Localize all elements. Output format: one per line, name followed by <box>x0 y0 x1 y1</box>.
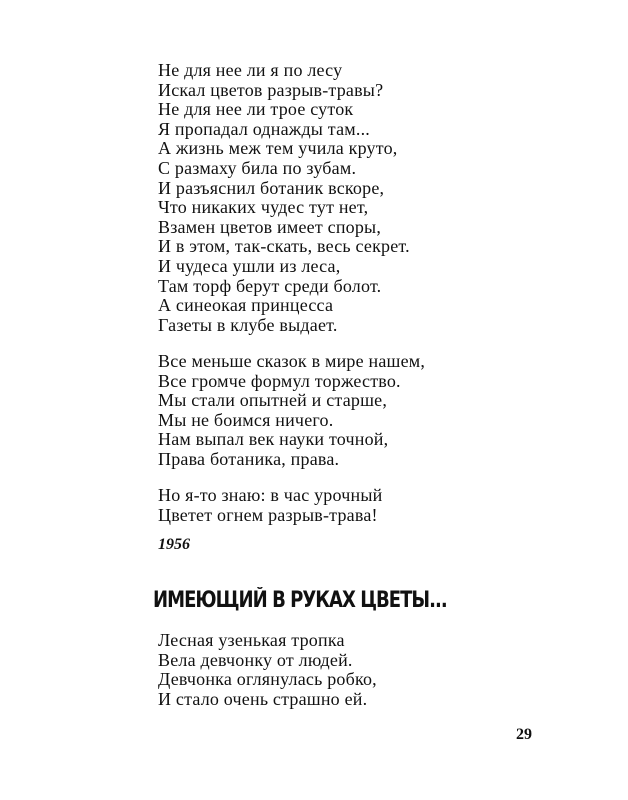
poem-line: Взамен цветов имеет споры, <box>158 216 382 237</box>
poem-date: 1956 <box>158 536 190 553</box>
poem-line: Не для нее ли трое суток <box>158 99 354 120</box>
poem-line: Все громче формул торжество. <box>158 370 401 391</box>
poem-line: И в этом, так-скать, весь секрет. <box>158 236 410 257</box>
poem-line: А жизнь меж тем учила круто, <box>158 138 398 159</box>
poem-line: Но я-то знаю: в час урочный <box>158 485 383 505</box>
poem-line: Я пропадал однажды там... <box>158 118 370 139</box>
poem-stanza <box>158 631 377 709</box>
poem-line: Права ботаника, права. <box>158 448 340 469</box>
poem-line: Девчонка оглянулась робко, <box>158 669 377 690</box>
poem-stanza <box>158 486 382 525</box>
poem-line: И разъяснил ботаник вскоре, <box>158 177 385 198</box>
poem-line: Вела девчонку от людей. <box>158 649 353 670</box>
poem-line: Лесная узенькая тропка <box>158 630 345 650</box>
poem-line: Там торф берут среди болот. <box>158 275 382 296</box>
poem-line: А синеокая принцесса <box>158 295 334 316</box>
poem-line: Газеты в клубе выдает. <box>158 314 338 335</box>
poem-line: Мы стали опытней и старше, <box>158 390 388 411</box>
page-number: 29 <box>516 726 532 743</box>
poem-line: Не для нее ли я по лесу <box>158 60 343 80</box>
poem-stanza <box>158 61 410 335</box>
poem-title: ИМЕЮЩИЙ В РУКАХ ЦВЕТЫ... <box>153 588 447 613</box>
poem-line: Мы не боимся ничего. <box>158 409 334 430</box>
poem-line: Что никаких чудес тут нет, <box>158 197 369 218</box>
poem-stanza <box>158 352 425 470</box>
poem-line: И стало очень страшно ей. <box>158 688 368 709</box>
poem-line: Искал цветов разрыв-травы? <box>158 79 384 100</box>
poem-line: С размаху била по зубам. <box>158 157 357 178</box>
poem-line: И чудеса ушли из леса, <box>158 255 341 276</box>
poem-line: Все меньше сказок в мире нашем, <box>158 351 426 371</box>
poem-line: Нам выпал век науки точной, <box>158 429 389 450</box>
poem-line: Цветет огнем разрыв-трава! <box>158 504 378 525</box>
